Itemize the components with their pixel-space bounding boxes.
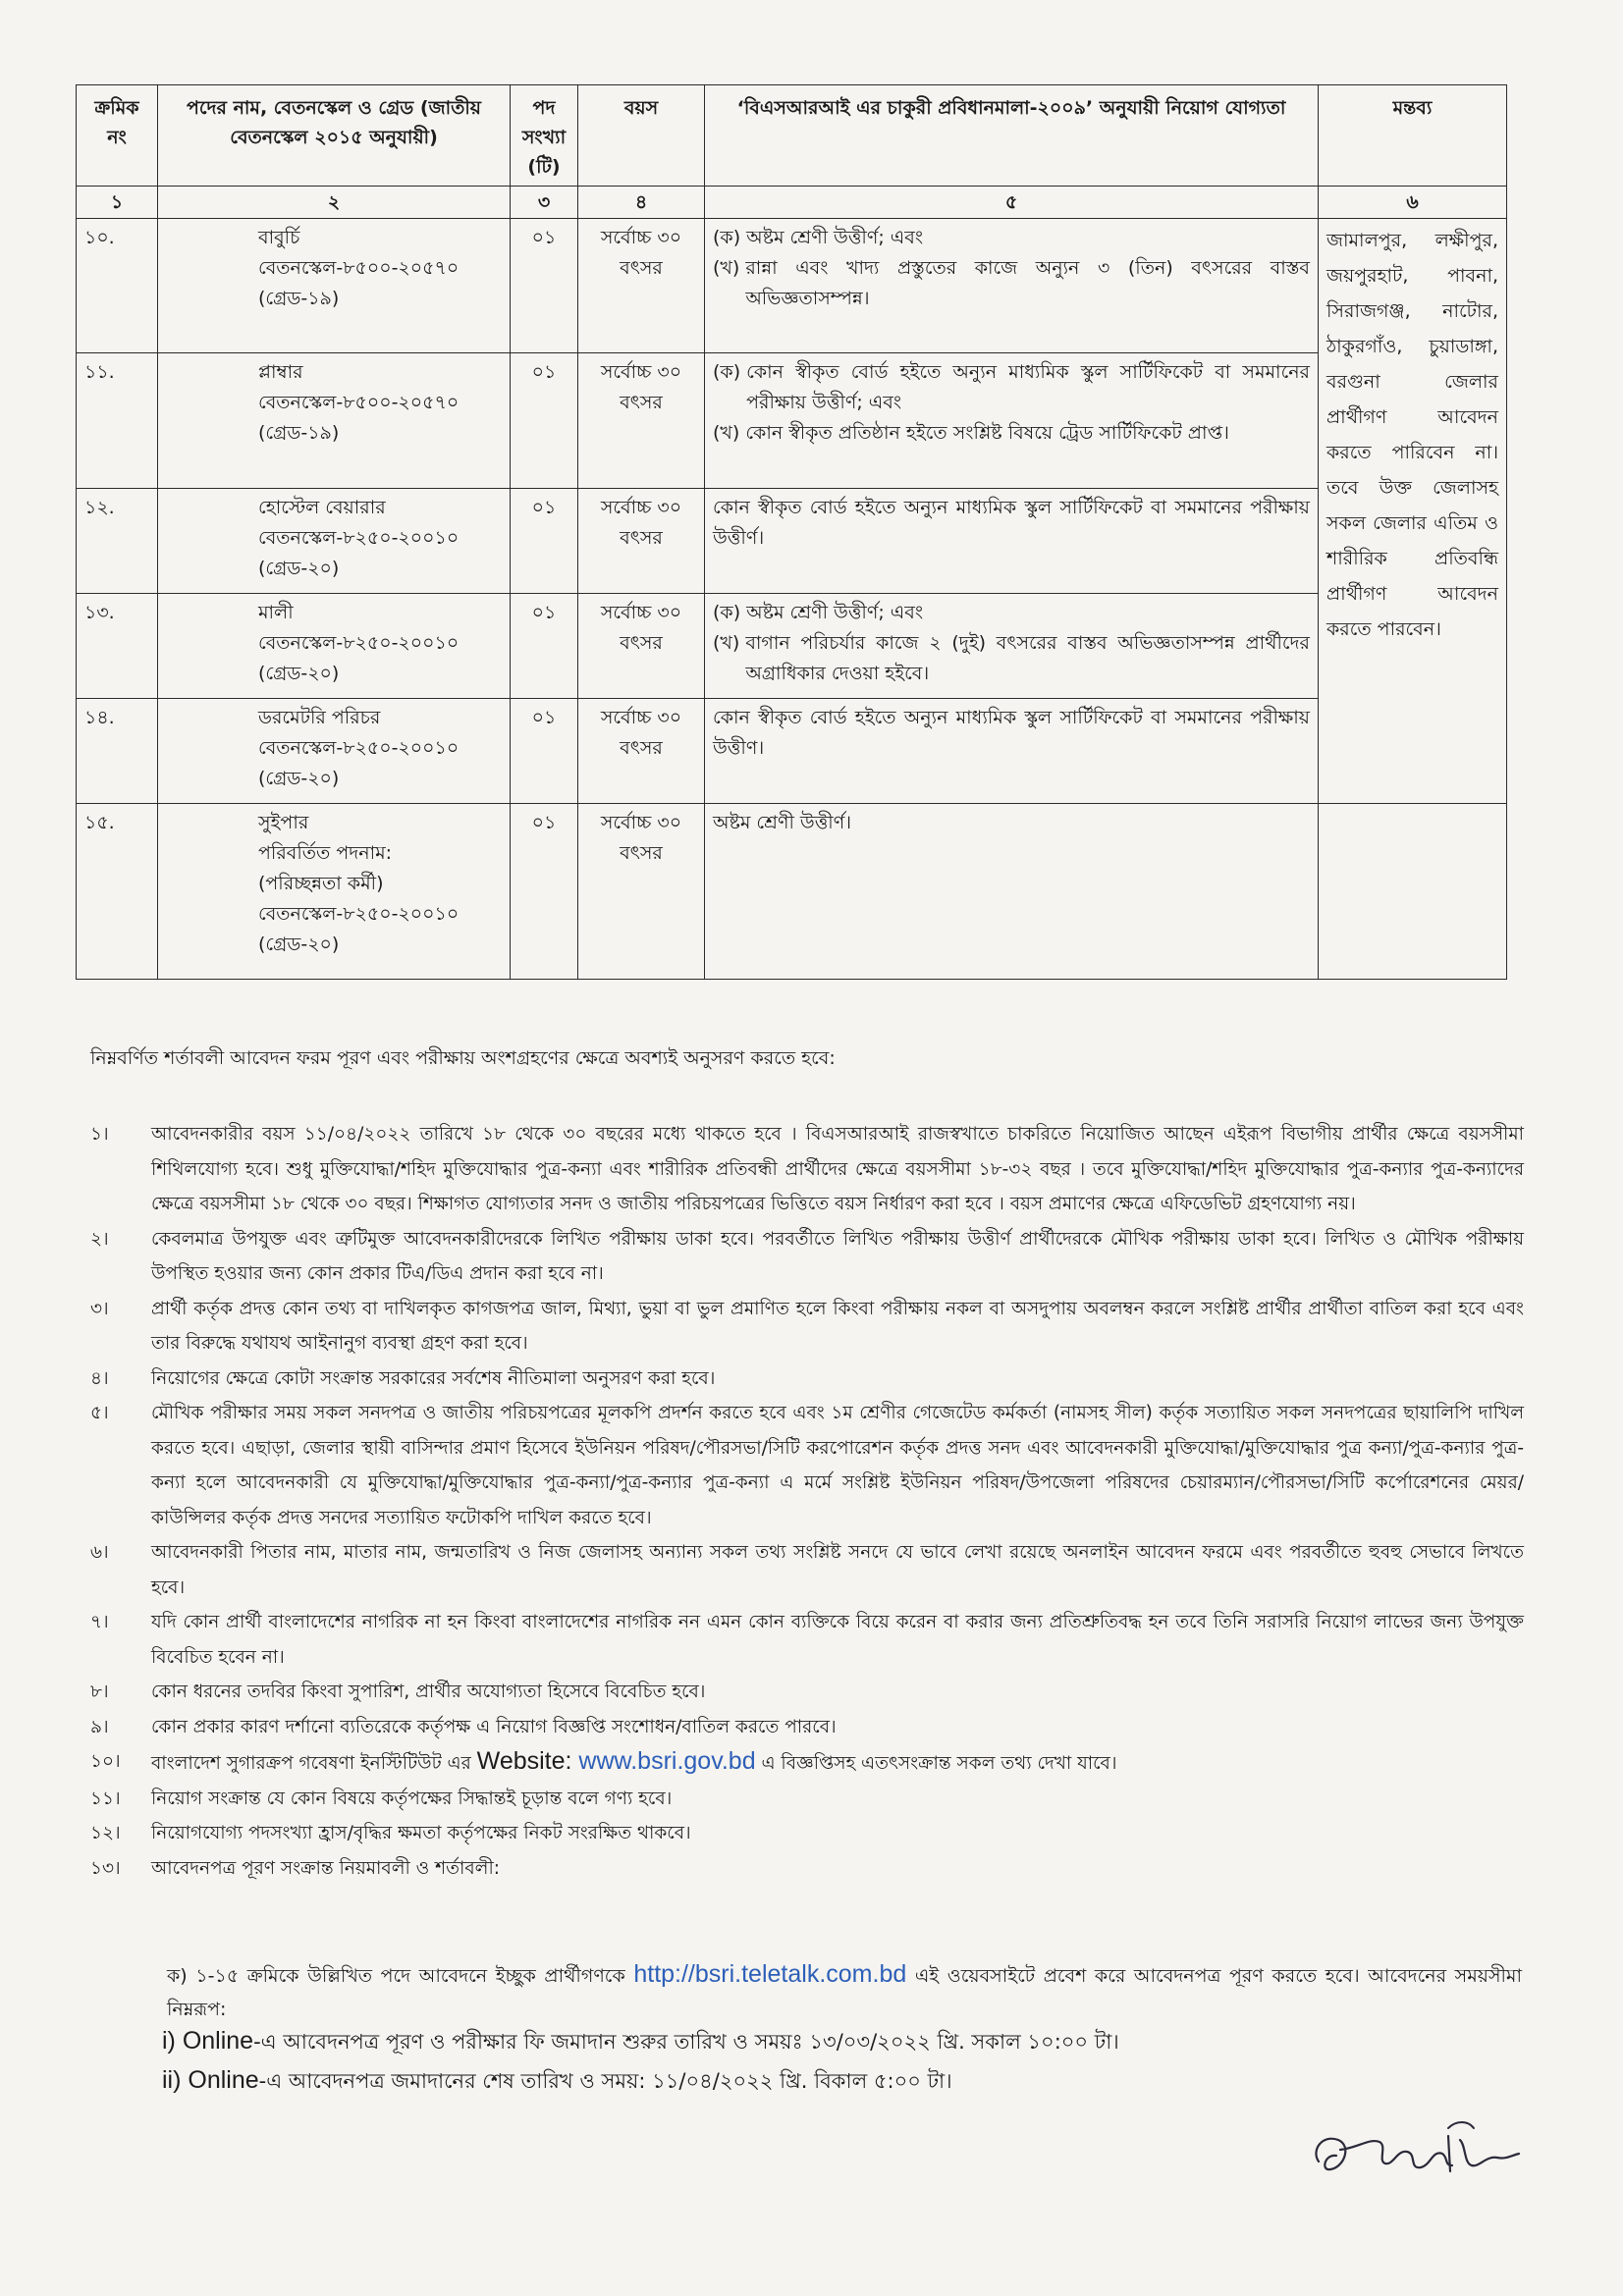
qualification-key: (ক) (713, 227, 741, 248)
condition-item (90, 1710, 1524, 1745)
post-detail: বেতনস্কেল-৮৫০০-২০৫৭০ (258, 257, 460, 279)
qualification-key: (খ) (713, 422, 740, 444)
condition-text: আবেদনকারীর বয়স ১১/০৪/২০২২ তারিখে ১৮ থেকে ৩০ বছরের মধ্যে থাকতে হবে । বিএসআরআই রাজস্বখাতে চাকরিতে নিয়োজিত আছেন এইরূপ বিভাগীয় প্রার্থীর ক্ষেত্রে বয়সসীমা শিথিলযোগ্য হবে। শুধু মুক্তিযোদ্ধা/শহিদ মুক্তিযোদ্ধার পুত্র-কন্যা এবং শারীরিক প্রতিবন্ধী প্রার্থীদের ক্ষেত্রে বয়সসীমা ১৮-৩২ বছর । তবে মুক্তিযোদ্ধা/শহিদ মুক্তিযোদ্ধার পুত্র-কন্যার পুত্র-কন্যাদের ক্ষেত্রে বয়সসীমা ১৮ থেকে ৩০ বছর। শিক্ষাগত যোগ্যতার সনদ ও জাতীয় পরিচয়পত্রের ভিত্তিতে বয়স নির্ধারণ করা হবে । বয়স প্রমাণের ক্ষেত্রে এফিডেভিট গ্রহণযোগ্য নয়। (151, 1124, 1524, 1214)
qualification-item (713, 598, 1310, 628)
condition-item (90, 1744, 1524, 1782)
condition-text: নিয়োগযোগ্য পদসংখ্যা হ্রাস/বৃদ্ধির ক্ষমতা কর্তৃপক্ষের নিকট সংরক্ষিত থাকবে। (151, 1823, 691, 1843)
qualification-item (713, 253, 1310, 314)
condition-item (90, 1675, 1524, 1710)
qualification-text: কোন স্বীকৃত প্রতিষ্ঠান হইতে সংশ্লিষ্ট বিষয়ে ট্রেড সার্টিফিকেট প্রাপ্ত। (745, 422, 1229, 444)
qualification-item (713, 223, 1310, 253)
post-detail: বেতনস্কেল-৮৫০০-২০৫৭০ (258, 392, 460, 413)
qualification-key: (খ) (713, 632, 740, 654)
qualification-item (713, 418, 1310, 449)
header-remarks: মন্তব্য (1319, 85, 1507, 187)
row-age (578, 489, 705, 594)
column-number: ৪ (578, 187, 705, 219)
qualification-text: কোন স্বীকৃত বোর্ড হইতে অন্যুন মাধ্যমিক স্কুল সার্টিফিকেট বা সমমানের পরীক্ষায় উত্তীণ। (713, 707, 1310, 759)
header-count: পদ সংখ্যা (টি) (511, 85, 578, 187)
age-line: বৎসর (620, 257, 663, 279)
online-prefix: ii) Online (162, 2066, 259, 2094)
condition-number: ১৩। (90, 1857, 121, 1879)
age-line: সর্বোচ্চ ৩০ (600, 227, 682, 248)
post-detail: (পরিচ্ছন্নতা কর্মী) (258, 873, 384, 894)
row-serial: ১৫. (77, 804, 158, 980)
age-line: সর্বোচ্চ ৩০ (600, 497, 682, 518)
row-post (158, 219, 511, 353)
table-row (77, 353, 1507, 489)
row-serial: ১৩. (77, 594, 158, 699)
row-serial: ১২. (77, 489, 158, 594)
row-post (158, 594, 511, 699)
row-qualification (705, 699, 1319, 804)
header-age: বয়স (578, 85, 705, 187)
row-post (158, 489, 511, 594)
post-detail: (গ্রেড-১৯) (258, 288, 340, 309)
row-age (578, 353, 705, 489)
condition-text: নিয়োগের ক্ষেত্রে কোটা সংক্রান্ত সরকারের সর্বশেষ নীতিমালা অনুসরণ করা হবে। (151, 1367, 716, 1389)
row-post-count: ০১ (511, 804, 578, 980)
post-detail: (গ্রেড-২০) (258, 934, 340, 955)
vacancy-table (76, 84, 1507, 980)
condition-text: কেবলমাত্র উপযুক্ত এবং ত্রুটিমুক্ত আবেদনকারীদেরকে লিখিত পরীক্ষায় ডাকা হবে। পরবর্তীতে লিখিত পরীক্ষায় উত্তীর্ণ প্রার্থীদেরকে মৌখিক পরীক্ষায় ডাকা হবে। লিখিত ও মৌখিক পরীক্ষায় উপস্থিত হওয়ার জন্য কোন প্রকার টিএ/ডিএ প্রদান করা হবে না। (151, 1228, 1524, 1284)
age-line: বৎসর (620, 392, 663, 413)
post-detail: বেতনস্কেল-৮২৫০-২০০১০ (258, 903, 460, 925)
age-line: সর্বোচ্চ ৩০ (600, 361, 682, 383)
row-qualification (705, 489, 1319, 594)
condition-text: নিয়োগ সংক্রান্ত যে কোন বিষয়ে কর্তৃপক্ষের সিদ্ধান্তই চূড়ান্ত বলে গণ্য হবে। (151, 1788, 673, 1809)
row-post-count: ০১ (511, 353, 578, 489)
row-post (158, 804, 511, 980)
row-qualification (705, 353, 1319, 489)
remarks-cell-empty (1319, 804, 1507, 980)
bsri-website-link[interactable]: www.bsri.gov.bd (571, 1747, 756, 1775)
condition-item (90, 1851, 1524, 1887)
post-title: বাবুর্চি (258, 227, 300, 248)
row-age (578, 804, 705, 980)
condition-number: ৯। (90, 1716, 109, 1737)
row-post (158, 699, 511, 804)
table-row (77, 699, 1507, 804)
table-row (77, 219, 1507, 353)
condition-text: যদি কোন প্রার্থী বাংলাদেশের নাগরিক না হন কিংবা বাংলাদেশের নাগরিক নন এমন কোন ব্যক্তিকে বিয়ে করেন বা করার জন্য প্রতিশ্রুতিবদ্ধ হন তবে তিনি সরাসরি নিয়োগ লাভের জন্য উপযুক্ত বিবেচিত হবেন না। (151, 1612, 1524, 1668)
qualification-item (713, 493, 1310, 554)
post-detail: বেতনস্কেল-৮২৫০-২০০১০ (258, 527, 460, 549)
qualification-text: বাগান পরিচর্যার কাজে ২ (দুই) বৎসরের বাস্তব অভিজ্ঞতাসম্পন্ন প্রার্থীদের অগ্রাধিকার দেওয়া হইবে। (745, 632, 1310, 684)
header-serial: ক্রমিক নং (77, 85, 158, 187)
qualification-item (713, 808, 1310, 838)
condition-text-part: বাংলাদেশ সুগারক্রপ গবেষণা ইনস্টিটিউট এর (151, 1753, 477, 1774)
condition-item (90, 1362, 1524, 1397)
sub-a-text: ক) ১-১৫ ক্রমিকে উল্লিখিত পদে আবেদনে ইচ্ছুক প্রার্থীগণকে (167, 1965, 634, 1987)
post-detail: (গ্রেড-২০) (258, 558, 340, 579)
qualification-item (713, 357, 1310, 418)
table-row (77, 804, 1507, 980)
conditions-intro: নিম্নবর্ণিত শর্তাবলী আবেদন ফরম পূরণ এবং পরীক্ষায় অংশগ্রহণের ক্ষেত্রে অবশ্যই অনুসরণ করতে হবে: (90, 1047, 836, 1069)
conditions-list (90, 1117, 1524, 1886)
condition-text: আবেদনপত্র পূরণ সংক্রান্ত নিয়মাবলী ও শর্তাবলী: (151, 1857, 500, 1879)
condition-number: ১২। (90, 1823, 121, 1843)
qualification-text: অষ্টম শ্রেণী উত্তীর্ণ; এবং (746, 602, 924, 623)
qualification-text: অষ্টম শ্রেণী উত্তীর্ণ; এবং (746, 227, 924, 248)
post-detail: বেতনস্কেল-৮২৫০-২০০১০ (258, 737, 460, 759)
condition-number: ৪। (90, 1367, 109, 1389)
qualification-text: রান্না এবং খাদ্য প্রস্তুতের কাজে অন্যুন ৩ (তিন) বৎসরের বাস্তব অভিজ্ঞতাসম্পন্ন। (745, 257, 1310, 309)
table-row (77, 489, 1507, 594)
age-line: বৎসর (620, 632, 663, 654)
qualification-text: কোন স্বীকৃত বোর্ড হইতে অন্যুন মাধ্যমিক স্কুল সার্টিফিকেট বা সমমানের পরীক্ষায় উত্তীর্ণ। (713, 497, 1310, 549)
rule-13-sub-ii (162, 2065, 952, 2100)
row-age (578, 699, 705, 804)
condition-text: মৌখিক পরীক্ষার সময় সকল সনদপত্র ও জাতীয় পরিচয়পত্রের মূলকপি প্রদর্শন করতে হবে এবং ১ম শ্রেণীর গেজেটেড কর্মকর্তা (নামসহ সীল) কর্তৃক সত্যায়িত সকল সনদপত্রের ছায়ালিপি দাখিল করতে হবে। এছাড়া, জেলার স্থায়ী বাসিন্দার প্রমাণ হিসেবে ইউনিয়ন পরিষদ/পৌরসভা/সিটি করপোরেশন কর্তৃক প্রদত্ত সনদ এবং আবেদনকারী মুক্তিযোদ্ধা/মুক্তিযোদ্ধার পুত্র কন্যা/পুত্র-কন্যার পুত্র-কন্যা হলে আবেদনকারী যে মুক্তিযোদ্ধা/মুক্তিযোদ্ধার পুত্র-কন্যা/পুত্র-কন্যার পুত্র-কন্যা এ মর্মে সংশ্লিষ্ট ইউনিয়ন পরিষদ/উপজেলা পরিষদের চেয়ারম্যান/পৌরসভা/সিটি কর্পোরেশনের মেয়র/কাউন্সিলর কর্তৃক প্রদত্ত সনদের সত্যায়িত ফটোকপি দাখিল করতে হবে। (151, 1403, 1524, 1528)
condition-number: ৫। (90, 1403, 109, 1423)
condition-item (90, 1222, 1524, 1292)
qualification-key: (ক) (713, 361, 741, 383)
column-number: ৬ (1319, 187, 1507, 219)
condition-number: ২। (90, 1228, 109, 1250)
row-post-count: ০১ (511, 489, 578, 594)
condition-number: ৩। (90, 1298, 109, 1319)
row-post-count: ০১ (511, 219, 578, 353)
condition-item (90, 1605, 1524, 1675)
age-line: বৎসর (620, 842, 663, 864)
column-number-row (77, 187, 1507, 219)
condition-text (151, 1744, 1524, 1782)
table-header-row (77, 85, 1507, 187)
qualification-key: (ক) (713, 602, 741, 623)
row-qualification (705, 804, 1319, 980)
end-date-text: -এ আবেদনপত্র জমাদানের শেষ তারিখ ও সময়: ১১/০৪/২০২২ খ্রি. বিকাল ৫:০০ টা। (258, 2069, 952, 2093)
condition-item (90, 1535, 1524, 1605)
age-line: সর্বোচ্চ ৩০ (600, 707, 682, 728)
condition-text: প্রার্থী কর্তৃক প্রদত্ত কোন তথ্য বা দাখিলকৃত কাগজপত্র জাল, মিথ্যা, ভুয়া বা ভুল প্রমাণিত হলে কিংবা পরীক্ষায় নকল বা অসদুপায় অবলম্বন করলে সংশ্লিষ্ট প্রার্থীর প্রার্থীতা বাতিল করা হবে এবং তার বিরুদ্ধে যথাযথ আইনানুগ ব্যবস্থা গ্রহণ করা হবে। (151, 1298, 1524, 1354)
condition-item (90, 1816, 1524, 1851)
qualification-text: অষ্টম শ্রেণী উত্তীর্ণ। (713, 812, 852, 833)
row-qualification (705, 219, 1319, 353)
table-row (77, 594, 1507, 699)
post-detail: (গ্রেড-২০) (258, 663, 340, 684)
condition-item (90, 1396, 1524, 1535)
rule-13-sub-i (162, 2026, 1119, 2060)
qualification-text: কোন স্বীকৃত বোর্ড হইতে অন্যুন মাধ্যমিক স্কুল সার্টিফিকেট বা সমমানের পরীক্ষায় উত্তীর্ণ; এবং (746, 361, 1310, 413)
online-prefix: i) Online (162, 2027, 254, 2055)
condition-number: ১০। (90, 1751, 121, 1772)
column-number: ২ (158, 187, 511, 219)
condition-item (90, 1782, 1524, 1817)
condition-text: কোন প্রকার কারণ দর্শানো ব্যতিরেকে কর্তৃপক্ষ এ নিয়োগ বিজ্ঞপ্তি সংশোধন/বাতিল করতে পারবে। (151, 1716, 837, 1737)
row-age (578, 594, 705, 699)
row-serial: ১১. (77, 353, 158, 489)
condition-number: ৬। (90, 1542, 109, 1563)
post-detail: (গ্রেড-১৯) (258, 422, 340, 444)
rule-13-sub-a (167, 1957, 1522, 2026)
post-detail: (গ্রেড-২০) (258, 768, 340, 789)
condition-text: আবেদনকারী পিতার নাম, মাতার নাম, জন্মতারিখ ও নিজ জেলাসহ অন্যান্য সকল তথ্য সংশ্লিষ্ট সনদে যে ভাবে লেখা রয়েছে অনলাইন আবেদন ফরমে এবং পরবর্তীতে হুবহু সেভাবে লিখতে হবে। (151, 1542, 1524, 1598)
row-serial: ১৪. (77, 699, 158, 804)
handwritten-signature (1301, 2110, 1527, 2194)
post-title: ডরমেটরি পরিচর (258, 707, 381, 728)
qualification-item (713, 628, 1310, 689)
qualification-item (713, 703, 1310, 764)
age-line: সর্বোচ্চ ৩০ (600, 812, 682, 833)
post-detail: বেতনস্কেল-৮২৫০-২০০১০ (258, 632, 460, 654)
website-label: Website: (476, 1747, 572, 1775)
post-title: মালী (258, 602, 294, 623)
condition-item (90, 1292, 1524, 1362)
condition-text: কোন ধরনের তদবির কিংবা সুপারিশ, প্রার্থীর অযোগ্যতা হিসেবে বিবেচিত হবে। (151, 1682, 706, 1702)
column-number: ৫ (705, 187, 1319, 219)
condition-text-part: এ বিজ্ঞপ্তিসহ এতৎসংক্রান্ত সকল তথ্য দেখা যাবে। (755, 1753, 1117, 1774)
qualification-key: (খ) (713, 257, 740, 279)
condition-number: ১১। (90, 1788, 121, 1809)
condition-number: ১। (90, 1124, 109, 1145)
row-qualification (705, 594, 1319, 699)
row-serial: ১০. (77, 219, 158, 353)
post-title: প্লাম্বার (258, 361, 303, 383)
row-post (158, 353, 511, 489)
post-title: হোস্টেল বেয়ারার (258, 497, 386, 518)
condition-item (90, 1117, 1524, 1222)
header-post: পদের নাম, বেতনস্কেল ও গ্রেড (জাতীয় বেতনস্কেল ২০১৫ অনুযায়ী) (158, 85, 511, 187)
column-number: ৩ (511, 187, 578, 219)
row-post-count: ০১ (511, 594, 578, 699)
row-age (578, 219, 705, 353)
row-post-count: ০১ (511, 699, 578, 804)
remarks-cell: জামালপুর, লক্ষীপুর, জয়পুরহাট, পাবনা, সিরাজগঞ্জ, নাটোর, ঠাকুরগাঁও, চুয়াডাঙ্গা, বরগুনা জেলার প্রার্থীগণ আবেদন করতে পারিবেন না। তবে উক্ত জেলাসহ সকল জেলার এতিম ও শারীরিক প্রতিবন্ধি প্রার্থীগণ আবেদন করতে পারবেন। (1319, 219, 1507, 804)
post-title: সুইপার (258, 812, 309, 833)
age-line: বৎসর (620, 737, 663, 759)
header-qualification: ‘বিএসআরআই এর চাকুরী প্রবিধানমালা-২০০৯’ অনুযায়ী নিয়োগ যোগ্যতা (705, 85, 1319, 187)
age-line: সর্বোচ্চ ৩০ (600, 602, 682, 623)
sub-a-text: এই ওয়েবসাইটে প্রবেশ করে আবেদনপত্র পূরণ করতে হবে। আবেদনের সময়সীমা নিম্নরূপ: (167, 1965, 1522, 2020)
teletalk-link[interactable]: http://bsri.teletalk.com.bd (633, 1960, 907, 1988)
age-line: বৎসর (620, 527, 663, 549)
start-date-text: -এ আবেদনপত্র পূরণ ও পরীক্ষার ফি জমাদান শুরুর তারিখ ও সময়ঃ ১৩/০৩/২০২২ খ্রি. সকাল ১০:০০ টা। (253, 2030, 1119, 2054)
condition-number: ৮। (90, 1682, 109, 1702)
condition-number: ৭। (90, 1612, 109, 1632)
post-detail: পরিবর্তিত পদনাম: (258, 842, 393, 864)
column-number: ১ (77, 187, 158, 219)
